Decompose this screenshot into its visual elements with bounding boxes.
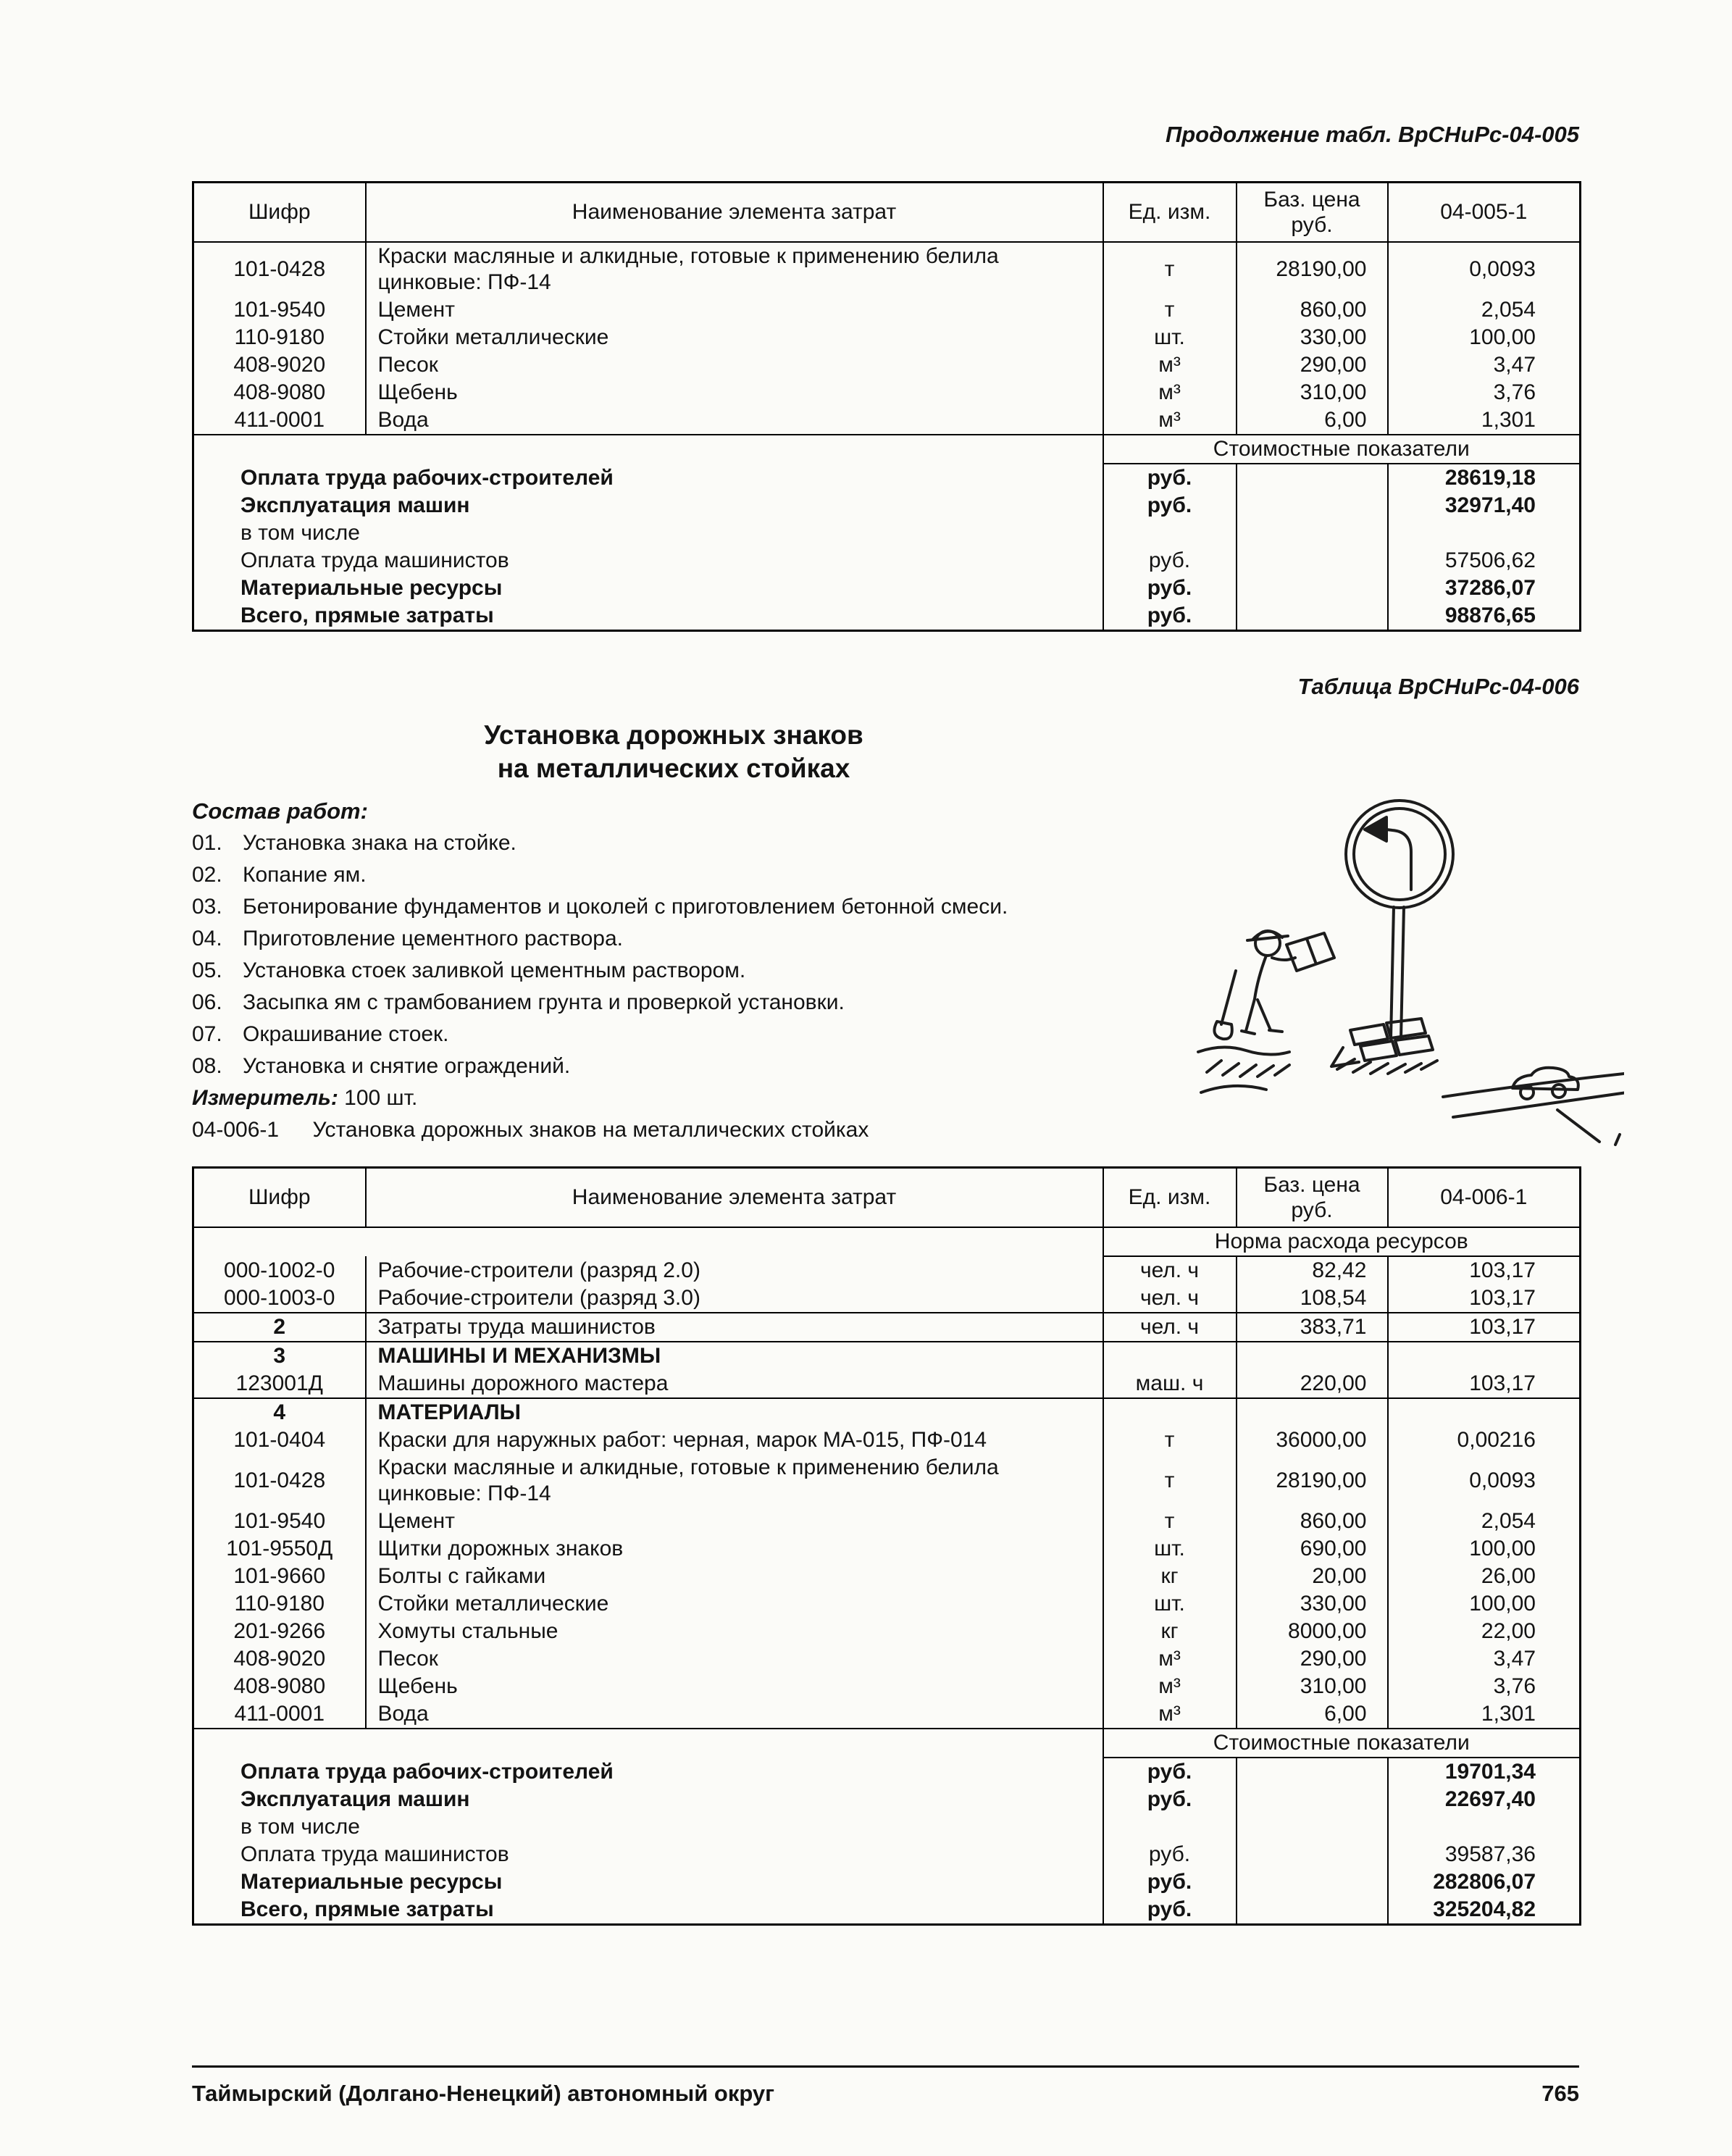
cost-label: в том числе <box>240 521 360 545</box>
row-name: Краски масляные и алкидные, готовые к применению белила цинковые: ПФ-14 <box>366 242 1103 296</box>
resource-row <box>193 1426 1581 1454</box>
resource-row <box>193 1618 1581 1645</box>
section-title-line2: на металлических стойках <box>497 753 850 783</box>
row-base-price: 383,71 <box>1237 1313 1388 1342</box>
meter-line <box>192 1082 1579 1114</box>
resource-row <box>193 1673 1581 1700</box>
work-item <box>192 955 1177 987</box>
norm-band-row <box>193 1227 1581 1256</box>
cost-value: 19701,34 <box>1388 1758 1581 1786</box>
row-norm-value <box>1388 1398 1581 1426</box>
row-unit: т <box>1103 242 1237 296</box>
header-norm-column-code: 04-006-1 <box>1388 1168 1581 1228</box>
norm-band-title: Норма расхода ресурсов <box>1103 1227 1581 1256</box>
cost-unit <box>1103 519 1237 547</box>
work-item-number: 04. <box>192 927 222 950</box>
cost-price-empty <box>1237 574 1388 602</box>
norm-code-line <box>192 1114 1579 1146</box>
row-norm-value <box>1388 1342 1581 1370</box>
cost-row <box>193 1896 1581 1925</box>
row-base-price: 330,00 <box>1237 1590 1388 1618</box>
cost-price-empty <box>1237 519 1388 547</box>
row-norm-value: 3,76 <box>1388 1673 1581 1700</box>
row-code: 408-9080 <box>233 1674 326 1698</box>
row-base-price: 310,00 <box>1237 379 1388 406</box>
row-norm-value: 103,17 <box>1388 1370 1581 1398</box>
table1-header <box>193 183 1581 243</box>
section-title <box>192 719 1155 785</box>
cost-label: Материальные ресурсы <box>240 1870 503 1894</box>
header-code: Шифр <box>193 183 366 243</box>
row-norm-value: 100,00 <box>1388 324 1581 351</box>
resource-row <box>193 1700 1581 1729</box>
header-name: Наименование элемента затрат <box>366 183 1103 243</box>
table2-cost-band <box>193 1729 1581 1758</box>
row-unit: м³ <box>1103 406 1237 435</box>
row-base-price: 28190,00 <box>1237 1454 1388 1508</box>
section-title-line1: Установка дорожных знаков <box>484 720 863 750</box>
cost-label: Материальные ресурсы <box>240 576 503 600</box>
row-name: МАТЕРИАЛЫ <box>366 1398 1103 1426</box>
cost-row <box>193 1868 1581 1896</box>
works-list <box>192 827 1177 1082</box>
work-item-text: Бетонирование фундаментов и цоколей с приготовлением бетонной смеси. <box>243 895 1008 919</box>
row-code: 101-9550Д <box>226 1537 333 1560</box>
resource-row <box>193 406 1581 435</box>
row-name: Затраты труда машинистов <box>366 1313 1103 1342</box>
cost-row <box>193 602 1581 631</box>
cost-unit: руб. <box>1103 547 1237 574</box>
row-norm-value: 103,17 <box>1388 1313 1581 1342</box>
cost-row <box>193 492 1581 519</box>
row-unit: чел. ч <box>1103 1256 1237 1284</box>
cost-band-row <box>193 435 1581 464</box>
table-04-006-1 <box>192 1166 1581 1926</box>
work-item-text: Окрашивание стоек. <box>243 1022 449 1046</box>
row-code: 411-0001 <box>193 406 366 435</box>
work-item-number: 02. <box>192 863 222 887</box>
work-item-number: 07. <box>192 1022 222 1046</box>
header-base-price <box>1237 183 1388 243</box>
row-base-price: 220,00 <box>1237 1370 1388 1398</box>
row-unit: т <box>1103 1454 1237 1508</box>
header-base-price-line1: Баз. цена <box>1263 188 1360 212</box>
row-code: 000-1002-0 <box>224 1258 335 1282</box>
row-unit: чел. ч <box>1103 1313 1237 1342</box>
cost-price-empty <box>1237 1868 1388 1896</box>
cost-value: 32971,40 <box>1388 492 1581 519</box>
cost-unit: руб. <box>1103 1758 1237 1786</box>
row-name: Краски для наружных работ: черная, марок МА-015, ПФ-014 <box>366 1426 1103 1454</box>
row-unit: т <box>1103 296 1237 324</box>
table1-cost-band <box>193 435 1581 464</box>
cost-value: 39587,36 <box>1388 1841 1581 1868</box>
row-name: Щитки дорожных знаков <box>366 1535 1103 1563</box>
cost-unit: руб. <box>1103 492 1237 519</box>
resource-row <box>193 1342 1581 1370</box>
row-unit: кг <box>1103 1618 1237 1645</box>
cost-value: 37286,07 <box>1388 574 1581 602</box>
row-code: 408-9020 <box>233 353 326 377</box>
cost-label: Оплата труда рабочих-строителей <box>240 465 614 490</box>
row-name: Цемент <box>366 1508 1103 1535</box>
cost-band-spacer <box>193 1729 1103 1758</box>
row-norm-value: 103,17 <box>1388 1256 1581 1284</box>
row-code: 123001Д <box>193 1370 366 1398</box>
cost-value: 57506,62 <box>1388 547 1581 574</box>
header-code: Шифр <box>193 1168 366 1228</box>
row-name: Цемент <box>366 296 1103 324</box>
resource-row <box>193 1313 1581 1342</box>
header-base-price-line2: руб. <box>1291 1198 1333 1222</box>
norm-title: Установка дорожных знаков на металлических стойках <box>312 1118 869 1142</box>
cost-unit: руб. <box>1103 1896 1237 1925</box>
row-code: 101-0404 <box>233 1428 326 1452</box>
header-norm-column-code: 04-005-1 <box>1388 183 1581 243</box>
row-unit: м³ <box>1103 379 1237 406</box>
cost-band-row <box>193 1729 1581 1758</box>
table2-resource-rows <box>193 1256 1581 1729</box>
cost-unit: руб. <box>1103 1786 1237 1813</box>
row-unit: чел. ч <box>1103 1284 1237 1313</box>
work-item <box>192 827 1177 859</box>
table1-header-row <box>193 183 1581 243</box>
cost-label: Оплата труда машинистов <box>240 1842 509 1866</box>
cost-row <box>193 547 1581 574</box>
row-base-price: 290,00 <box>1237 1645 1388 1673</box>
row-code: 2 <box>193 1313 366 1342</box>
row-name: Вода <box>366 406 1103 435</box>
work-item-number: 03. <box>192 895 222 919</box>
row-code: 3 <box>273 1344 286 1368</box>
resource-row <box>193 1370 1581 1398</box>
cost-label: Оплата труда машинистов <box>240 548 509 572</box>
row-norm-value: 26,00 <box>1388 1563 1581 1590</box>
cost-band-title: Стоимостные показатели <box>1103 435 1581 464</box>
work-item <box>192 1050 1177 1082</box>
row-base-price: 330,00 <box>1237 324 1388 351</box>
row-name: Песок <box>366 351 1103 379</box>
resource-row <box>193 379 1581 406</box>
cost-value <box>1388 519 1581 547</box>
resource-row <box>193 1454 1581 1508</box>
page-footer <box>192 2065 1579 2108</box>
row-unit: т <box>1103 1508 1237 1535</box>
row-name: Стойки металлические <box>366 1590 1103 1618</box>
row-name: Краски масляные и алкидные, готовые к применению белила цинковые: ПФ-14 <box>366 1454 1103 1508</box>
works-label: Состав работ: <box>192 798 368 824</box>
work-item-number: 06. <box>192 990 222 1014</box>
work-item <box>192 923 1177 955</box>
work-item-number: 05. <box>192 958 222 982</box>
row-norm-value: 0,0093 <box>1388 1454 1581 1508</box>
cost-value: 98876,65 <box>1388 602 1581 631</box>
meter-label: Измеритель: <box>192 1086 338 1110</box>
header-unit: Ед. изм. <box>1103 183 1237 243</box>
cost-label: Эксплуатация машин <box>240 493 470 517</box>
row-name: Вода <box>366 1700 1103 1729</box>
table1-resource-rows <box>193 242 1581 435</box>
row-unit: маш. ч <box>1103 1370 1237 1398</box>
row-code: 101-9660 <box>233 1564 326 1588</box>
resource-row <box>193 242 1581 296</box>
table2-header-row <box>193 1168 1581 1228</box>
row-code: 101-0428 <box>233 1468 326 1492</box>
resource-row <box>193 324 1581 351</box>
row-unit: шт. <box>1103 324 1237 351</box>
work-item <box>192 859 1177 891</box>
work-item-text: Копание ям. <box>243 863 367 887</box>
cost-price-empty <box>1237 1786 1388 1813</box>
cost-label: Всего, прямые затраты <box>240 603 494 627</box>
row-norm-value: 22,00 <box>1388 1618 1581 1645</box>
road-sign-icon <box>1346 801 1453 1039</box>
resource-row <box>193 296 1581 324</box>
row-norm-value: 103,17 <box>1388 1284 1581 1313</box>
table2-norm-band <box>193 1227 1581 1256</box>
cost-unit: руб. <box>1103 1868 1237 1896</box>
resource-row <box>193 351 1581 379</box>
table-04-005-1 <box>192 181 1581 632</box>
row-base-price <box>1237 1398 1388 1426</box>
cost-price-empty <box>1237 492 1388 519</box>
meter-value: 100 шт. <box>344 1086 418 1110</box>
row-unit: шт. <box>1103 1590 1237 1618</box>
cost-price-empty <box>1237 464 1388 492</box>
header-base-price <box>1237 1168 1388 1228</box>
row-base-price: 20,00 <box>1237 1563 1388 1590</box>
row-name: МАШИНЫ И МЕХАНИЗМЫ <box>366 1342 1103 1370</box>
cost-unit <box>1103 1813 1237 1841</box>
cost-price-empty <box>1237 602 1388 631</box>
table2-cost-rows <box>193 1758 1581 1925</box>
cost-band-spacer <box>193 435 1103 464</box>
footer-region-title: Таймырский (Долгано-Ненецкий) автономный округ <box>192 2081 775 2106</box>
row-base-price: 82,42 <box>1237 1256 1388 1284</box>
resource-row <box>193 1535 1581 1563</box>
row-base-price: 860,00 <box>1237 1508 1388 1535</box>
row-base-price: 290,00 <box>1237 351 1388 379</box>
work-item-number: 01. <box>192 831 222 855</box>
header-base-price-line2: руб. <box>1291 213 1333 237</box>
cost-band-title: Стоимостные показатели <box>1103 1729 1581 1758</box>
row-base-price: 36000,00 <box>1237 1426 1388 1454</box>
row-norm-value: 100,00 <box>1388 1535 1581 1563</box>
cost-price-empty <box>1237 1758 1388 1786</box>
cost-row <box>193 574 1581 602</box>
cost-price-empty <box>1237 1813 1388 1841</box>
row-code: 411-0001 <box>193 1700 366 1729</box>
row-name: Стойки металлические <box>366 324 1103 351</box>
row-name: Машины дорожного мастера <box>366 1370 1103 1398</box>
cost-row <box>193 464 1581 492</box>
cost-row <box>193 1758 1581 1786</box>
row-code: 408-9020 <box>233 1647 326 1671</box>
table-continuation-caption: Продолжение табл. ВрСНиРс-04-005 <box>1165 122 1579 147</box>
row-base-price: 6,00 <box>1237 406 1388 435</box>
cost-row <box>193 1813 1581 1841</box>
row-unit: м³ <box>1103 1673 1237 1700</box>
cost-unit: руб. <box>1103 574 1237 602</box>
header-unit: Ед. изм. <box>1103 1168 1237 1228</box>
work-item <box>192 891 1177 923</box>
row-name: Щебень <box>366 379 1103 406</box>
cost-value: 22697,40 <box>1388 1786 1581 1813</box>
cost-value <box>1388 1813 1581 1841</box>
row-base-price: 860,00 <box>1237 296 1388 324</box>
works-section <box>192 795 1579 1146</box>
row-base-price: 8000,00 <box>1237 1618 1388 1645</box>
row-code: 201-9266 <box>233 1619 326 1643</box>
cost-unit: руб. <box>1103 1841 1237 1868</box>
sign-base-sketch <box>1331 1019 1437 1074</box>
row-norm-value: 0,00216 <box>1388 1426 1581 1454</box>
cost-row <box>193 519 1581 547</box>
row-norm-value: 3,47 <box>1388 1645 1581 1673</box>
work-item <box>192 1019 1177 1050</box>
row-code: 110-9180 <box>234 325 325 349</box>
cost-value: 28619,18 <box>1388 464 1581 492</box>
row-unit <box>1103 1398 1237 1426</box>
cost-price-empty <box>1237 1841 1388 1868</box>
work-item <box>192 987 1177 1019</box>
header-name: Наименование элемента затрат <box>366 1168 1103 1228</box>
cost-unit: руб. <box>1103 464 1237 492</box>
row-code: 4 <box>273 1400 286 1424</box>
row-name: Щебень <box>366 1673 1103 1700</box>
resource-row <box>193 1284 1581 1313</box>
row-code: 101-0428 <box>233 257 326 281</box>
row-norm-value: 1,301 <box>1388 1700 1581 1729</box>
cost-price-empty <box>1237 1896 1388 1925</box>
row-unit: м³ <box>1103 351 1237 379</box>
row-norm-value: 2,054 <box>1388 296 1581 324</box>
resource-row <box>193 1256 1581 1284</box>
norm-band-spacer <box>193 1227 1103 1256</box>
row-norm-value: 2,054 <box>1388 1508 1581 1535</box>
row-base-price: 690,00 <box>1237 1535 1388 1563</box>
work-item-text: Установка знака на стойке. <box>243 831 516 855</box>
cost-value: 282806,07 <box>1388 1868 1581 1896</box>
row-unit: м³ <box>1103 1700 1237 1729</box>
cost-row <box>193 1786 1581 1813</box>
row-unit: кг <box>1103 1563 1237 1590</box>
norm-code: 04-006-1 <box>192 1118 280 1142</box>
cost-label: Всего, прямые затраты <box>240 1897 494 1921</box>
row-code: 408-9080 <box>233 380 326 404</box>
cost-price-empty <box>1237 547 1388 574</box>
row-base-price: 28190,00 <box>1237 242 1388 296</box>
row-name: Хомуты стальные <box>366 1618 1103 1645</box>
resource-row <box>193 1398 1581 1426</box>
cost-label: Эксплуатация машин <box>240 1787 470 1811</box>
cost-unit: руб. <box>1103 602 1237 631</box>
work-item-text: Установка стоек заливкой цементным раствором. <box>243 958 746 982</box>
cost-value: 325204,82 <box>1388 1896 1581 1925</box>
row-code: 101-9540 <box>233 298 326 322</box>
row-norm-value: 0,0093 <box>1388 242 1581 296</box>
row-norm-value: 1,301 <box>1388 406 1581 435</box>
row-unit <box>1103 1342 1237 1370</box>
row-code: 110-9180 <box>234 1592 325 1616</box>
row-unit: шт. <box>1103 1535 1237 1563</box>
page-number: 765 <box>1541 2081 1579 2106</box>
cost-label: в том числе <box>240 1815 360 1839</box>
row-name: Болты с гайками <box>366 1563 1103 1590</box>
row-name: Рабочие-строители (разряд 3.0) <box>366 1284 1103 1313</box>
row-norm-value: 3,47 <box>1388 351 1581 379</box>
cost-label: Оплата труда рабочих-строителей <box>240 1759 614 1784</box>
row-norm-value: 3,76 <box>1388 379 1581 406</box>
cost-row <box>193 1841 1581 1868</box>
row-code: 101-9540 <box>233 1509 326 1533</box>
row-unit: т <box>1103 1426 1237 1454</box>
resource-row <box>193 1645 1581 1673</box>
row-unit: м³ <box>1103 1645 1237 1673</box>
header-base-price-line1: Баз. цена <box>1263 1173 1360 1197</box>
row-name: Песок <box>366 1645 1103 1673</box>
resource-row <box>193 1508 1581 1535</box>
work-item-text: Установка и снятие ограждений. <box>243 1054 571 1078</box>
row-norm-value: 100,00 <box>1388 1590 1581 1618</box>
work-item-number: 08. <box>192 1054 222 1078</box>
work-item-text: Приготовление цементного раствора. <box>243 927 623 950</box>
document-page <box>192 0 1579 1926</box>
row-base-price: 310,00 <box>1237 1673 1388 1700</box>
row-base-price: 108,54 <box>1237 1284 1388 1313</box>
row-base-price <box>1237 1342 1388 1370</box>
work-item-text: Засыпка ям с трамбованием грунта и проверкой установки. <box>243 990 845 1014</box>
resource-row <box>193 1563 1581 1590</box>
resource-row <box>193 1590 1581 1618</box>
table1-cost-rows <box>193 464 1581 631</box>
row-base-price: 6,00 <box>1237 1700 1388 1729</box>
table-caption: Таблица ВрСНиРс-04-006 <box>1297 674 1579 699</box>
table2-header <box>193 1168 1581 1228</box>
row-name: Рабочие-строители (разряд 2.0) <box>366 1256 1103 1284</box>
row-code: 000-1003-0 <box>193 1284 366 1313</box>
worker-figure <box>1214 931 1334 1039</box>
